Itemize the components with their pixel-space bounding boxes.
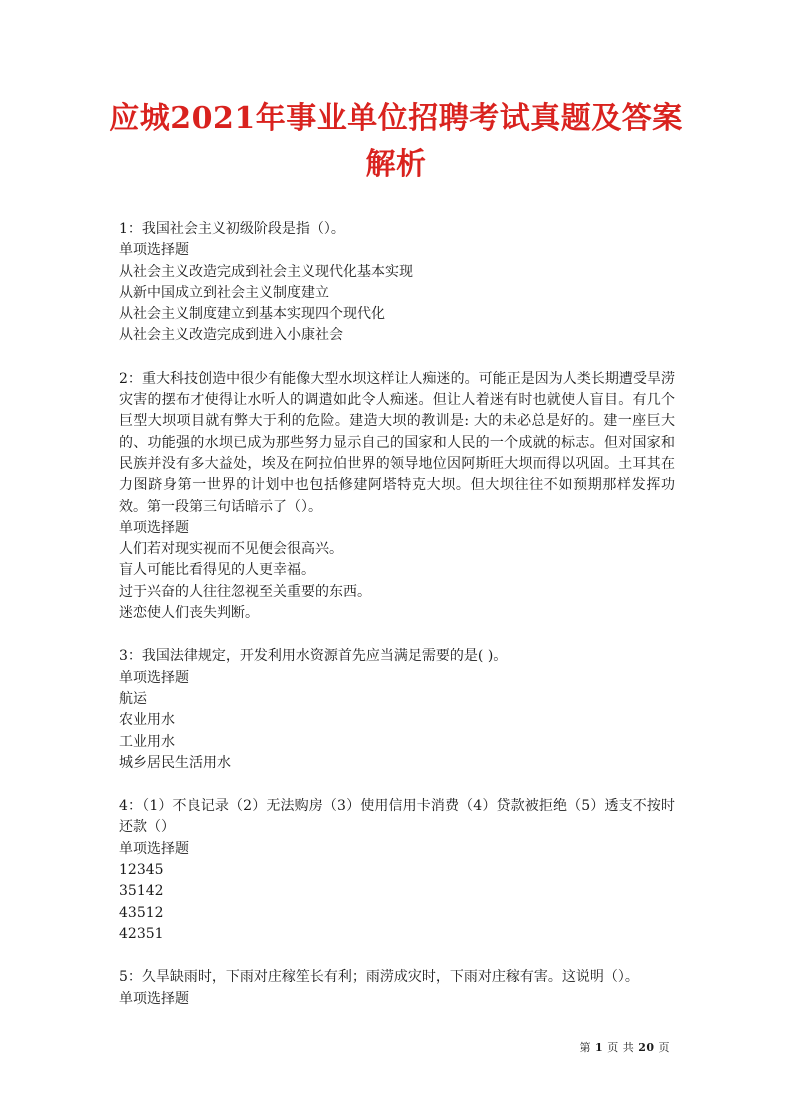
question-type: 单项选择题 [119, 669, 189, 686]
question-type: 单项选择题 [119, 242, 189, 259]
option: 城乡居民生活用水 [119, 754, 231, 771]
option: 农业用水 [119, 712, 175, 729]
option: 从社会主义改造完成到社会主义现代化基本实现 [119, 263, 413, 280]
option: 43512 [119, 904, 164, 921]
footer-prefix: 第 [579, 1041, 592, 1054]
question-type: 单项选择题 [119, 990, 189, 1007]
option: 从社会主义制度建立到基本实现四个现代化 [119, 306, 385, 323]
question-4 [119, 796, 675, 945]
option: 从社会主义改造完成到进入小康社会 [119, 327, 343, 344]
question-text: 1：我国社会主义初级阶段是指（）。 [119, 221, 345, 237]
total-pages-number: 20 [638, 1041, 655, 1054]
question-text: 5：久旱缺雨时，下雨对庄稼笙长有利；雨涝成灾时，下雨对庄稼有害。这说明（）。 [119, 969, 639, 986]
option: 航运 [119, 690, 147, 707]
option: 盲人可能比看得见的人更幸福。 [119, 562, 315, 579]
page-footer [578, 1040, 672, 1056]
footer-page-word: 页 [607, 1041, 619, 1054]
option: 12345 [119, 862, 164, 879]
document-title: 应城2021年事业单位招聘考试真题及答案解析 [109, 101, 683, 182]
question-type: 单项选择题 [119, 840, 189, 857]
question-1 [119, 219, 675, 347]
question-text: 2：重大科技创造中很少有能像大型水坝这样让人痴迷的。可能正是因为人类长期遭受旱涝灾害的摆布才使得让水听人的调遣如此令人痴迷。但让人着迷有时也就使人盲目。有几个巨型大坝项目就有弊大于利的危险。建造大坝的教训是: 大的未必总是好的。建一座巨大的、功能强的水坝已成为那些努力显示自己的国家和人民的一个成就的标志。但对国家和民族并没有多大益处，埃及在阿拉伯世界的领导地位因阿斯旺大坝而得以巩固。土耳其在力图跻身第一世界的计划中也包括修建阿塔特克大坝。但大坝往往不如预期那样发挥功效。第一段第三句话暗示了（）。 [119, 370, 675, 515]
option: 工业用水 [119, 733, 175, 750]
footer-suffix: 页 [658, 1041, 670, 1054]
option: 人们若对现实视而不见便会很高兴。 [119, 541, 343, 558]
question-type: 单项选择题 [119, 519, 189, 536]
question-2 [119, 369, 675, 625]
question-list [119, 219, 675, 1032]
question-text: 3：我国法律规定，开发利用水资源首先应当满足需要的是( )。 [119, 648, 508, 665]
option: 迷恋使人们丧失判断。 [119, 605, 259, 622]
question-text: 4：（1）不良记录（2）无法购房（3）使用信用卡消费（4）贷款被拒绝（5）透支不按时还款（） [119, 798, 675, 836]
option: 42351 [119, 925, 164, 942]
current-page-number: 1 [595, 1041, 604, 1054]
option: 从新中国成立到社会主义制度建立 [119, 284, 329, 301]
option: 过于兴奋的人往往忽视至关重要的东西。 [119, 583, 371, 600]
question-5 [119, 967, 675, 1010]
footer-total-word: 共 [622, 1041, 635, 1054]
question-3 [119, 646, 675, 774]
option: 35142 [119, 883, 164, 900]
